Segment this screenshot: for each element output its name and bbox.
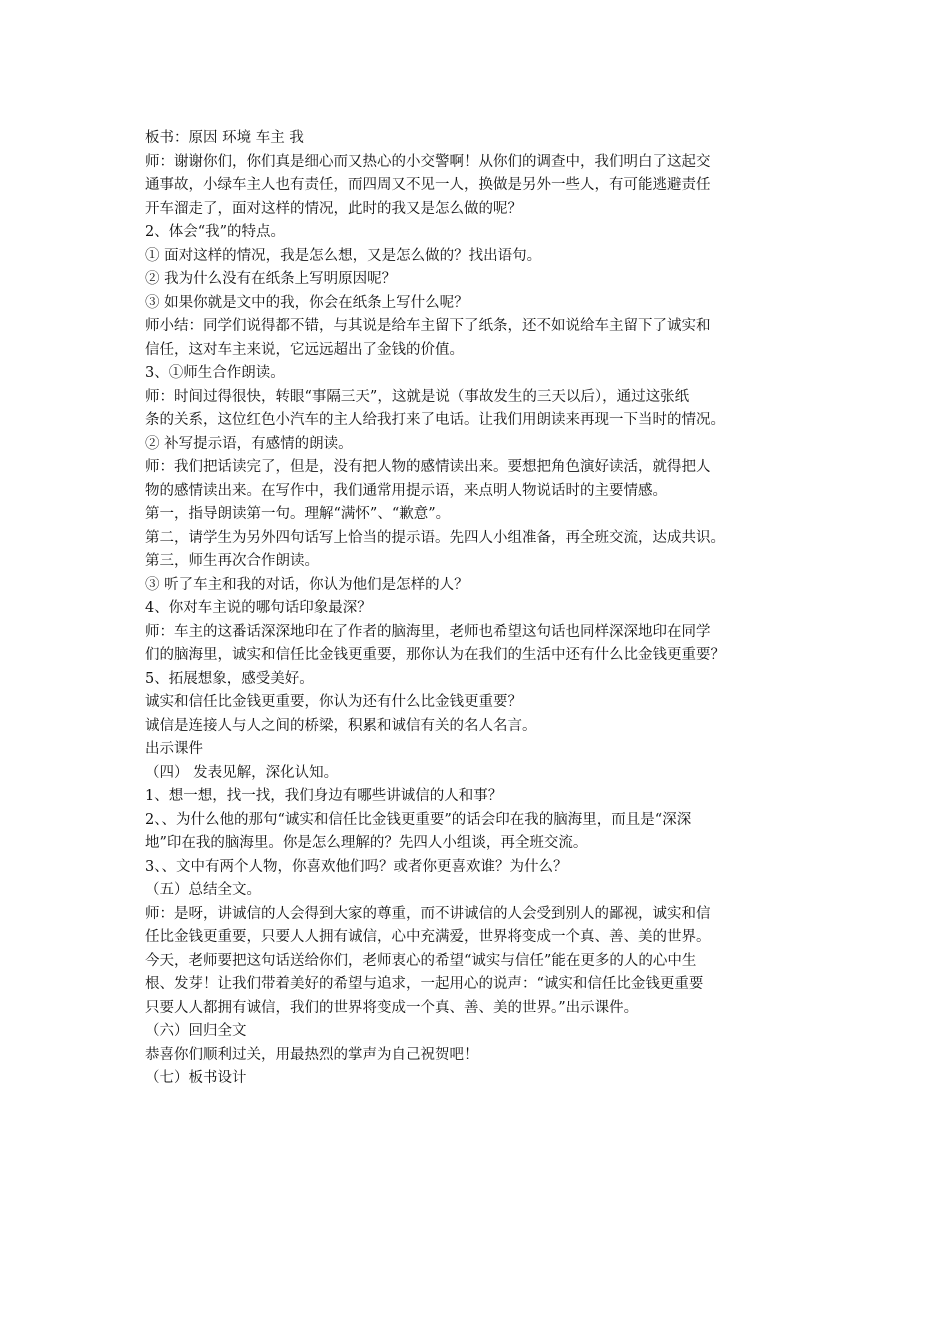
text-line: 物的感情读出来。在写作中，我们通常用提示语，来点明人物说话时的主要情感。 (145, 482, 667, 499)
text-line: 今天，老师要把这句话送给你们，老师衷心的希望“诚实与信任”能在更多的人的心中生 (145, 952, 697, 969)
list-item: ③ 如果你就是文中的我，你会在纸条上写什么呢？ (145, 294, 469, 311)
text-line: 恭喜你们顺利过关，用最热烈的掌声为自己祝贺吧！ (145, 1046, 479, 1063)
list-item: 2、、为什么他的那句“诚实和信任比金钱更重要”的话会印在我的脑海里，而且是“深深 (145, 811, 692, 828)
text-line-board-writing: 板书：原因 环境 车主 我 (145, 130, 304, 146)
text-line: 只要人人都拥有诚信，我们的世界将变成一个真、善、美的世界。”出示课件。 (145, 999, 639, 1016)
text-line: 根、发芽！让我们带着美好的希望与追求，一起用心的说声：“诚实和信任比金钱更重要 (145, 976, 704, 992)
text-line: 师：我们把话读完了，但是，没有把人物的感情读出来。要想把角色演好读活，就得把人 (145, 459, 711, 475)
text-line: 诚实和信任比金钱更重要，你认为还有什么比金钱更重要？ (145, 694, 522, 710)
text-line: 出示课件 (145, 741, 203, 757)
text-line: 第二，请学生为另外四句话写上恰当的提示语。先四人小组准备，再全班交流，达成共识。 (145, 529, 725, 546)
list-item: 3、、文中有两个人物，你喜欢他们吗？或者你更喜欢谁？为什么？ (145, 858, 568, 875)
list-item: ② 补写提示语，有感情的朗读。 (145, 435, 353, 452)
text-line: 条的关系，这位红色小汽车的主人给我打来了电话。让我们用朗读来再现一下当时的情况。 (145, 412, 725, 428)
section-heading-seven: （七）板书设计 (145, 1070, 247, 1086)
section-heading-5: 5、拓展想象，感受美好。 (145, 670, 314, 687)
text-line: 师：谢谢你们，你们真是细心而又热心的小交警啊！从你们的调查中，我们明白了这起交 (145, 153, 711, 170)
text-line: 任比金钱更重要，只要人人拥有诚信，心中充满爱，世界将变成一个真、善、美的世界。 (145, 929, 711, 945)
section-heading-3: 3、①师生合作朗读。 (145, 365, 285, 381)
document-body (145, 127, 813, 1091)
list-item: ① 面对这样的情况，我是怎么想，又是怎么做的？找出语句。 (145, 247, 542, 264)
text-line: 师：车主的这番话深深地印在了作者的脑海里，老师也希望这句话也同样深深地印在同学 (145, 623, 711, 640)
text-line: 们的脑海里，诚实和信任比金钱更重要，那你认为在我们的生活中还有什么比金钱更重要？ (145, 647, 725, 663)
text-line: 诚信是连接人与人之间的桥梁，积累和诚信有关的名人名言。 (145, 717, 537, 734)
text-line: 第三，师生再次合作朗读。 (145, 553, 319, 569)
text-line: 信任，这对车主来说，它远远超出了金钱的价值。 (145, 341, 464, 358)
text-line: 师：时间过得很快，转眼“事隔三天”，这就是说（事故发生的三天以后），通过这张纸 (145, 388, 690, 405)
section-heading-four: （四） 发表见解，深化认知。 (145, 764, 339, 781)
text-line: 通事故，小绿车主人也有责任，而四周又不见一人，换做是另外一些人，有可能逃避责任 (145, 177, 711, 193)
text-line: 地”印在我的脑海里。你是怎么理解的？先四人小组谈，再全班交流。 (145, 835, 588, 851)
text-line: 师小结：同学们说得都不错，与其说是给车主留下了纸条，还不如说给车主留下了诚实和 (145, 318, 711, 334)
text-line: 开车溜走了，面对这样的情况，此时的我又是怎么做的呢？ (145, 200, 522, 217)
list-item: 1、想一想，找一找，我们身边有哪些讲诚信的人和事？ (145, 788, 503, 804)
section-heading-six: （六）回归全文 (145, 1023, 247, 1039)
list-item: ③ 听了车主和我的对话，你认为他们是怎样的人？ (145, 576, 469, 593)
text-line: 第一，指导朗读第一句。理解“满怀”、“歉意”。 (145, 506, 451, 522)
text-line: 师：是呀，讲诚信的人会得到大家的尊重，而不讲诚信的人会受到别人的鄙视，诚实和信 (145, 905, 711, 922)
list-item: ② 我为什么没有在纸条上写明原因呢？ (145, 271, 397, 287)
section-heading-five: （五）总结全文。 (145, 882, 261, 898)
section-heading-4: 4、你对车主说的哪句话印象最深？ (145, 600, 372, 616)
section-heading-2: 2、体会“我”的特点。 (145, 224, 286, 240)
